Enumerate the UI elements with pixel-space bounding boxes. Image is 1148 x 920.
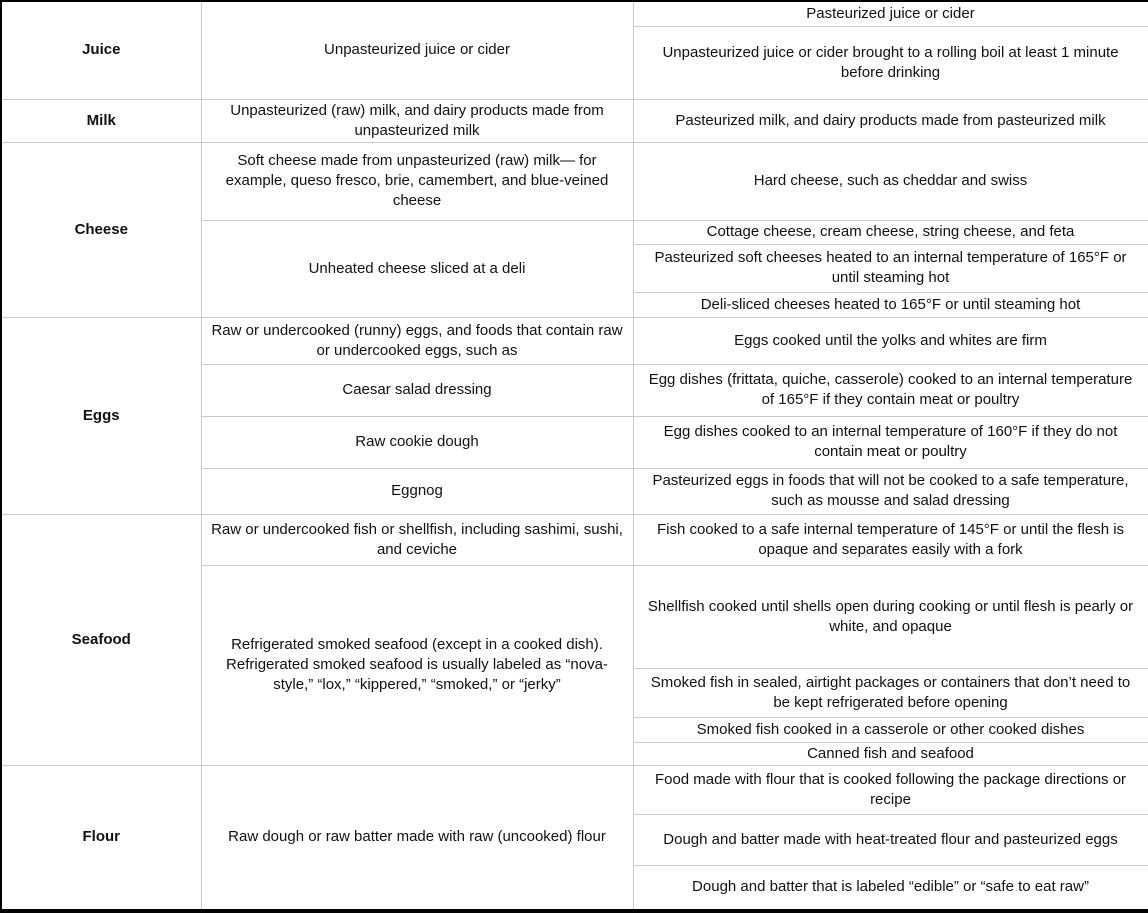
avoid-cell: Eggnog bbox=[201, 468, 633, 514]
table-row bbox=[1, 99, 1148, 142]
avoid-cell: Caesar salad dressing bbox=[201, 364, 633, 416]
avoid-cell: Unpasteurized (raw) milk, and dairy products made from unpasteurized milk bbox=[201, 99, 633, 142]
table-row bbox=[1, 317, 1148, 364]
safer-cell: Pasteurized soft cheeses heated to an internal temperature of 165°F or until steaming hot bbox=[633, 244, 1148, 292]
avoid-cell: Unpasteurized juice or cider bbox=[201, 1, 633, 99]
safer-cell: Cottage cheese, cream cheese, string cheese, and feta bbox=[633, 220, 1148, 244]
safer-cell: Unpasteurized juice or cider brought to a rolling boil at least 1 minute before drinking bbox=[633, 26, 1148, 99]
safer-cell: Smoked fish in sealed, airtight packages or containers that don’t need to be kept refrigerated before opening bbox=[633, 668, 1148, 717]
table-row bbox=[1, 765, 1148, 814]
safer-cell: Egg dishes (frittata, quiche, casserole) cooked to an internal temperature of 165°F if they contain meat or poultry bbox=[633, 364, 1148, 416]
avoid-cell: Raw or undercooked fish or shellfish, including sashimi, sushi, and ceviche bbox=[201, 514, 633, 565]
safer-cell: Eggs cooked until the yolks and whites are firm bbox=[633, 317, 1148, 364]
avoid-cell: Raw or undercooked (runny) eggs, and foods that contain raw or undercooked eggs, such as bbox=[201, 317, 633, 364]
avoid-cell: Unheated cheese sliced at a deli bbox=[201, 220, 633, 317]
safer-cell: Pasteurized milk, and dairy products made from pasteurized milk bbox=[633, 99, 1148, 142]
safer-cell: Smoked fish cooked in a casserole or other cooked dishes bbox=[633, 717, 1148, 742]
category-cell-juice: Juice bbox=[1, 1, 201, 99]
safer-cell: Egg dishes cooked to an internal temperature of 160°F if they do not contain meat or poultry bbox=[633, 416, 1148, 468]
safer-cell: Hard cheese, such as cheddar and swiss bbox=[633, 142, 1148, 220]
table-row bbox=[1, 514, 1148, 565]
safer-cell: Food made with flour that is cooked following the package directions or recipe bbox=[633, 765, 1148, 814]
safer-cell: Deli-sliced cheeses heated to 165°F or until steaming hot bbox=[633, 292, 1148, 317]
safer-cell: Dough and batter made with heat-treated flour and pasteurized eggs bbox=[633, 814, 1148, 865]
avoid-cell: Refrigerated smoked seafood (except in a cooked dish). Refrigerated smoked seafood is usually labeled as “nova-style,” “lox,” “kippered,” “smoked,” or “jerky” bbox=[201, 565, 633, 765]
category-cell-seafood: Seafood bbox=[1, 514, 201, 765]
table-row bbox=[1, 142, 1148, 220]
category-cell-cheese: Cheese bbox=[1, 142, 201, 317]
table-row bbox=[1, 1, 1148, 26]
avoid-cell: Raw cookie dough bbox=[201, 416, 633, 468]
avoid-cell: Soft cheese made from unpasteurized (raw) milk— for example, queso fresco, brie, camembert, and blue-veined cheese bbox=[201, 142, 633, 220]
safer-cell: Shellfish cooked until shells open during cooking or until flesh is pearly or white, and opaque bbox=[633, 565, 1148, 668]
category-cell-flour: Flour bbox=[1, 765, 201, 911]
safer-cell: Pasteurized eggs in foods that will not be cooked to a safe temperature, such as mousse and salad dressing bbox=[633, 468, 1148, 514]
avoid-cell: Raw dough or raw batter made with raw (uncooked) flour bbox=[201, 765, 633, 911]
safer-cell: Fish cooked to a safe internal temperature of 145°F or until the flesh is opaque and separates easily with a fork bbox=[633, 514, 1148, 565]
safer-cell: Dough and batter that is labeled “edible” or “safe to eat raw” bbox=[633, 865, 1148, 911]
safer-cell: Pasteurized juice or cider bbox=[633, 1, 1148, 26]
category-cell-milk: Milk bbox=[1, 99, 201, 142]
category-cell-eggs: Eggs bbox=[1, 317, 201, 514]
safer-cell: Canned fish and seafood bbox=[633, 742, 1148, 765]
